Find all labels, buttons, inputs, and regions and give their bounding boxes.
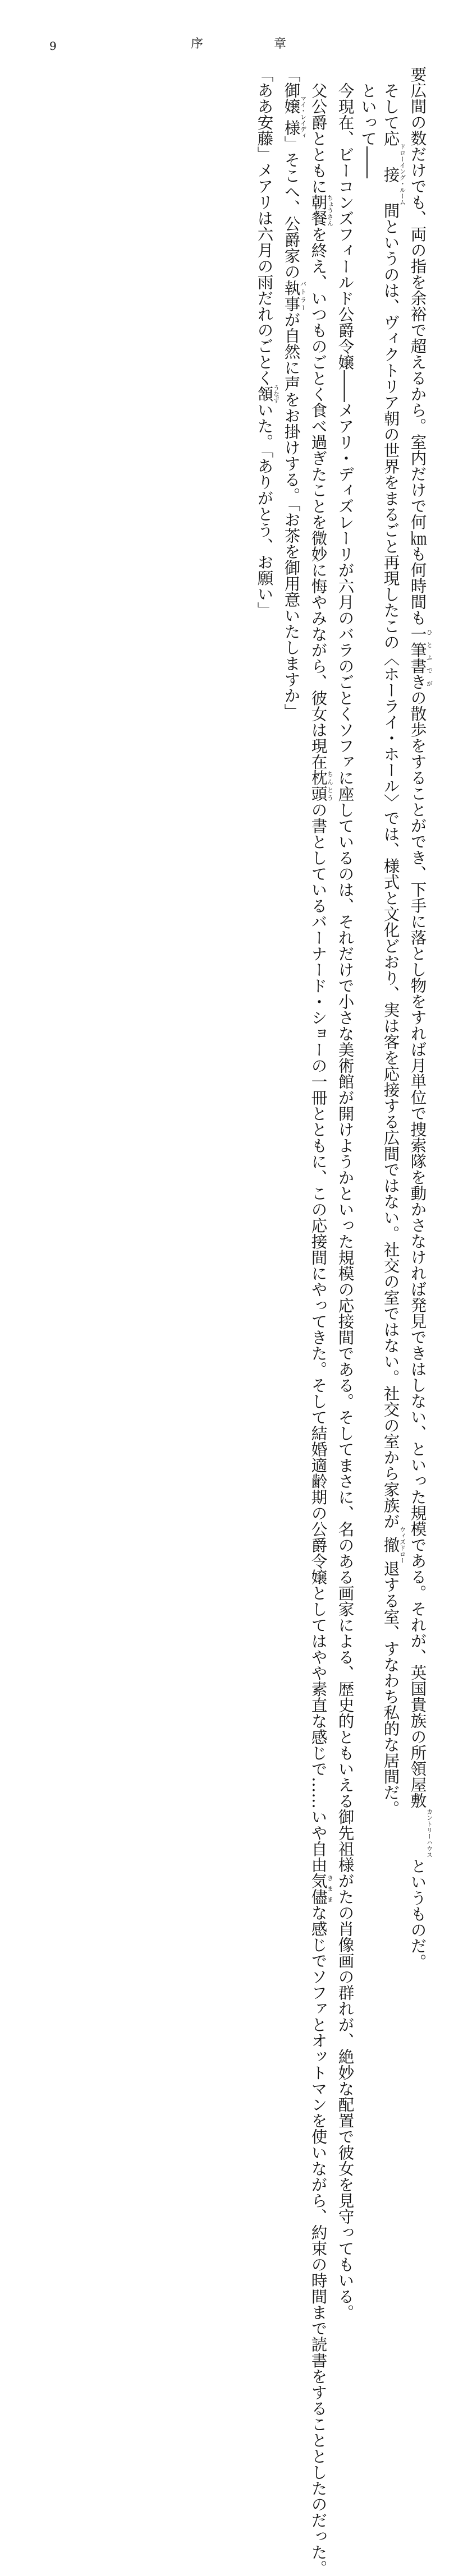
paragraph-3: といって―― — [359, 82, 377, 178]
paragraph-1: 要広間の数だけでも、両の指を余裕で超えるから。室内だけで何㎞も何時間も一筆書きひとふでがの散歩をすることができ、下手に落とし物をすれば月単位で捜索隊を動かさなければ発見できはしない、といった規模である。それが、英国貴族の所領屋敷カントリーハウスというものだ。 — [408, 66, 433, 1970]
ruby-kimama: 気儘きまま — [309, 1872, 334, 1905]
body-text — [253, 66, 433, 2576]
paragraph-6: 「御嬢様マイ・レイディ」そこへ、公爵家の執事バトラーが自然に声をお掛けする。「お茶を御用意いたしますか」 — [282, 66, 307, 720]
ruby-chintou: 枕頭ちんとう — [309, 769, 334, 801]
ruby-drawing-room: 接ドローイング・ルーム — [381, 143, 406, 205]
ruby-butler: 執事バトラー — [282, 279, 307, 312]
paragraph-2: そして応接ドローイング・ルーム間というのは、ヴィクトリア朝の世界をまるごと再現したこの〈ホーライ・ホール〉では、様式と文化どおり、実は客を応接する広間ではない。社交の室ではない。社交の室から家族が撤ウィズドロー退する室、すなわち私的な居間だ。 — [381, 82, 406, 1816]
ruby-country-house: カントリーハウス — [425, 1808, 433, 1858]
ruby-chousan: 朝餐ちょうさん — [309, 194, 334, 226]
ruby-unazu: 頷うなず — [255, 384, 280, 403]
paragraph-4: 今現在、ビーコンズフィールド公爵令嬢――メアリ・ディズレーリが六月のバラのごとくソファに座しているのは、それだけで小さな美術館が開けようかといった規模の応接間である。そしてまさに、名のある画家による、歴史的ともいえる御先祖様がたの肖像画の群れが、絶妙な配置で彼女を見守ってもいる。 — [336, 82, 355, 2320]
ruby-my-lady: 嬢様マイ・レイディ — [282, 95, 307, 139]
paragraph-7: 「ああ安藤」メアリは六月の雨だれのごとく頷うなずいた。「ありがとう、お願い」 — [255, 66, 280, 618]
chapter-title-char-2: 章 — [273, 37, 286, 51]
page-number: 9 — [49, 39, 57, 53]
ruby-withdraw: 撤ウィズドロー — [381, 1526, 406, 1563]
chapter-title-char-1: 序 — [191, 37, 204, 51]
paragraph-5: 父公爵とともに朝餐ちょうさんを終え、いつものごとく食べ過ぎたことを微妙に悔やみながら、彼女は現在枕頭ちんとうの書としているバーナード・ショーの一冊とともに、この応接間にやってきた。そして結婚適齢期の公爵令嬢としてはやや素直な感じで……いや自由気儘きままな感じでソファとオットマンを使いながら、約束の時間まで読書をすることとしたのだった。 — [309, 82, 334, 2576]
ruby-hitofudegaki: 一筆書きひとふでが — [408, 625, 433, 690]
chapter-title — [191, 38, 286, 50]
